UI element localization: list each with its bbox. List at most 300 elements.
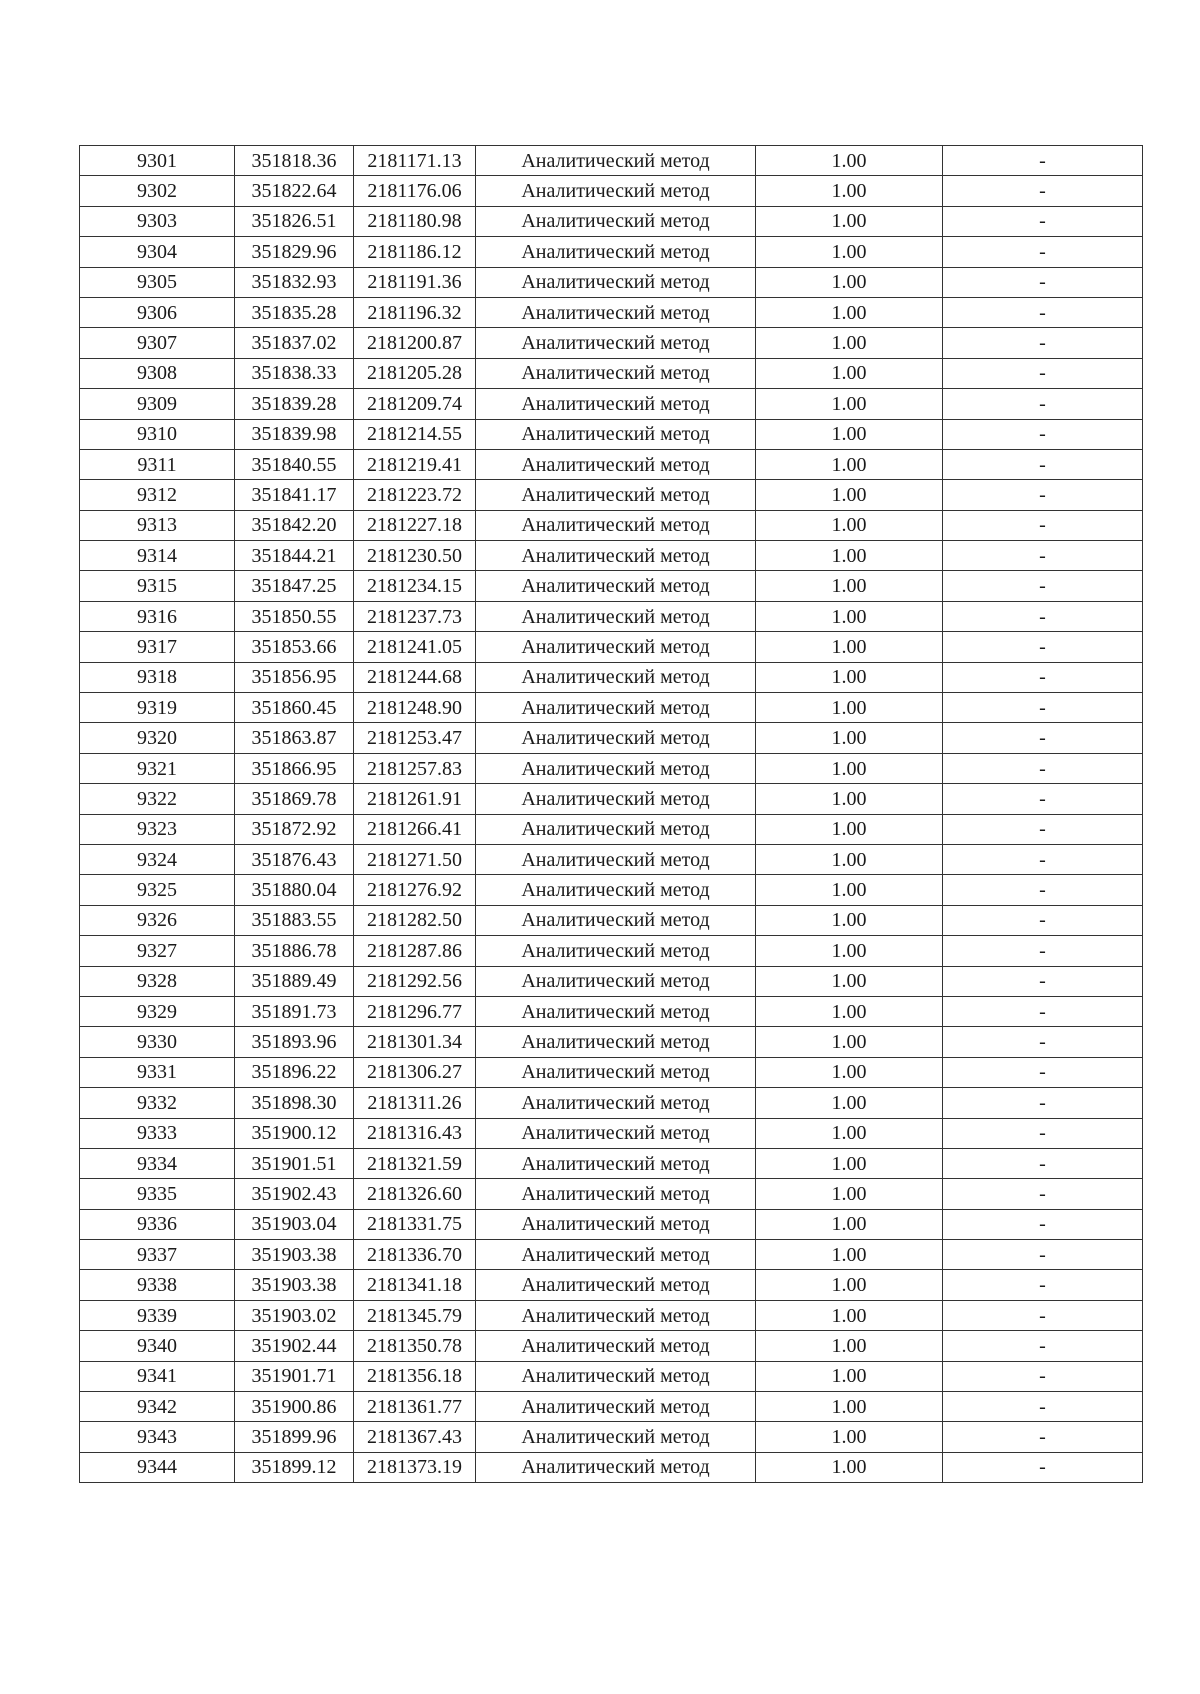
accuracy-cell: 1.00 <box>756 1027 943 1057</box>
point-number-cell: 9310 <box>80 419 235 449</box>
description-cell: - <box>943 176 1143 206</box>
description-cell: - <box>943 541 1143 571</box>
description-cell: - <box>943 1118 1143 1148</box>
y-coordinate-cell: 2181171.13 <box>354 146 476 176</box>
method-cell: Аналитический метод <box>476 449 756 479</box>
point-number-cell: 9305 <box>80 267 235 297</box>
point-number-cell: 9309 <box>80 389 235 419</box>
point-number-cell: 9321 <box>80 753 235 783</box>
method-cell: Аналитический метод <box>476 1300 756 1330</box>
y-coordinate-cell: 2181345.79 <box>354 1300 476 1330</box>
y-coordinate-cell: 2181186.12 <box>354 237 476 267</box>
y-coordinate-cell: 2181367.43 <box>354 1422 476 1452</box>
method-cell: Аналитический метод <box>476 176 756 206</box>
method-cell: Аналитический метод <box>476 996 756 1026</box>
table-row <box>80 753 1143 783</box>
accuracy-cell: 1.00 <box>756 1088 943 1118</box>
accuracy-cell: 1.00 <box>756 1148 943 1178</box>
description-cell: - <box>943 1392 1143 1422</box>
x-coordinate-cell: 351902.44 <box>235 1331 354 1361</box>
table-row <box>80 632 1143 662</box>
point-number-cell: 9342 <box>80 1392 235 1422</box>
accuracy-cell: 1.00 <box>756 1209 943 1239</box>
table-row <box>80 267 1143 297</box>
method-cell: Аналитический метод <box>476 875 756 905</box>
description-cell: - <box>943 389 1143 419</box>
point-number-cell: 9322 <box>80 784 235 814</box>
method-cell: Аналитический метод <box>476 784 756 814</box>
accuracy-cell: 1.00 <box>756 814 943 844</box>
x-coordinate-cell: 351876.43 <box>235 844 354 874</box>
x-coordinate-cell: 351903.04 <box>235 1209 354 1239</box>
x-coordinate-cell: 351900.86 <box>235 1392 354 1422</box>
accuracy-cell: 1.00 <box>756 966 943 996</box>
description-cell: - <box>943 875 1143 905</box>
y-coordinate-cell: 2181230.50 <box>354 541 476 571</box>
x-coordinate-cell: 351839.28 <box>235 389 354 419</box>
table-row <box>80 693 1143 723</box>
table-row <box>80 723 1143 753</box>
y-coordinate-cell: 2181282.50 <box>354 905 476 935</box>
table-row <box>80 480 1143 510</box>
method-cell: Аналитический метод <box>476 1118 756 1148</box>
description-cell: - <box>943 1240 1143 1270</box>
method-cell: Аналитический метод <box>476 662 756 692</box>
method-cell: Аналитический метод <box>476 1270 756 1300</box>
x-coordinate-cell: 351841.17 <box>235 480 354 510</box>
point-number-cell: 9319 <box>80 693 235 723</box>
table-row <box>80 601 1143 631</box>
method-cell: Аналитический метод <box>476 267 756 297</box>
y-coordinate-cell: 2181316.43 <box>354 1118 476 1148</box>
method-cell: Аналитический метод <box>476 1452 756 1482</box>
accuracy-cell: 1.00 <box>756 632 943 662</box>
accuracy-cell: 1.00 <box>756 1392 943 1422</box>
method-cell: Аналитический метод <box>476 632 756 662</box>
method-cell: Аналитический метод <box>476 297 756 327</box>
method-cell: Аналитический метод <box>476 1027 756 1057</box>
coordinates-table-body <box>80 146 1143 1483</box>
point-number-cell: 9323 <box>80 814 235 844</box>
x-coordinate-cell: 351840.55 <box>235 449 354 479</box>
x-coordinate-cell: 351903.38 <box>235 1240 354 1270</box>
accuracy-cell: 1.00 <box>756 601 943 631</box>
point-number-cell: 9341 <box>80 1361 235 1391</box>
description-cell: - <box>943 358 1143 388</box>
accuracy-cell: 1.00 <box>756 146 943 176</box>
description-cell: - <box>943 297 1143 327</box>
point-number-cell: 9302 <box>80 176 235 206</box>
method-cell: Аналитический метод <box>476 723 756 753</box>
description-cell: - <box>943 1452 1143 1482</box>
method-cell: Аналитический метод <box>476 844 756 874</box>
x-coordinate-cell: 351856.95 <box>235 662 354 692</box>
point-number-cell: 9304 <box>80 237 235 267</box>
x-coordinate-cell: 351883.55 <box>235 905 354 935</box>
point-number-cell: 9303 <box>80 206 235 236</box>
point-number-cell: 9314 <box>80 541 235 571</box>
x-coordinate-cell: 351896.22 <box>235 1057 354 1087</box>
point-number-cell: 9337 <box>80 1240 235 1270</box>
description-cell: - <box>943 1179 1143 1209</box>
x-coordinate-cell: 351872.92 <box>235 814 354 844</box>
x-coordinate-cell: 351839.98 <box>235 419 354 449</box>
x-coordinate-cell: 351869.78 <box>235 784 354 814</box>
point-number-cell: 9308 <box>80 358 235 388</box>
y-coordinate-cell: 2181200.87 <box>354 328 476 358</box>
table-row <box>80 449 1143 479</box>
x-coordinate-cell: 351826.51 <box>235 206 354 236</box>
method-cell: Аналитический метод <box>476 571 756 601</box>
method-cell: Аналитический метод <box>476 389 756 419</box>
table-row <box>80 662 1143 692</box>
point-number-cell: 9329 <box>80 996 235 1026</box>
method-cell: Аналитический метод <box>476 358 756 388</box>
point-number-cell: 9307 <box>80 328 235 358</box>
x-coordinate-cell: 351837.02 <box>235 328 354 358</box>
method-cell: Аналитический метод <box>476 1331 756 1361</box>
table-row <box>80 966 1143 996</box>
description-cell: - <box>943 1088 1143 1118</box>
y-coordinate-cell: 2181296.77 <box>354 996 476 1026</box>
method-cell: Аналитический метод <box>476 480 756 510</box>
y-coordinate-cell: 2181341.18 <box>354 1270 476 1300</box>
accuracy-cell: 1.00 <box>756 662 943 692</box>
x-coordinate-cell: 351844.21 <box>235 541 354 571</box>
method-cell: Аналитический метод <box>476 206 756 236</box>
accuracy-cell: 1.00 <box>756 1452 943 1482</box>
description-cell: - <box>943 1148 1143 1178</box>
y-coordinate-cell: 2181257.83 <box>354 753 476 783</box>
point-number-cell: 9338 <box>80 1270 235 1300</box>
y-coordinate-cell: 2181271.50 <box>354 844 476 874</box>
y-coordinate-cell: 2181237.73 <box>354 601 476 631</box>
method-cell: Аналитический метод <box>476 541 756 571</box>
table-row <box>80 996 1143 1026</box>
y-coordinate-cell: 2181180.98 <box>354 206 476 236</box>
y-coordinate-cell: 2181373.19 <box>354 1452 476 1482</box>
y-coordinate-cell: 2181276.92 <box>354 875 476 905</box>
accuracy-cell: 1.00 <box>756 541 943 571</box>
point-number-cell: 9344 <box>80 1452 235 1482</box>
x-coordinate-cell: 351850.55 <box>235 601 354 631</box>
table-row <box>80 1392 1143 1422</box>
y-coordinate-cell: 2181301.34 <box>354 1027 476 1057</box>
point-number-cell: 9315 <box>80 571 235 601</box>
description-cell: - <box>943 1027 1143 1057</box>
point-number-cell: 9312 <box>80 480 235 510</box>
method-cell: Аналитический метод <box>476 1057 756 1087</box>
x-coordinate-cell: 351899.12 <box>235 1452 354 1482</box>
accuracy-cell: 1.00 <box>756 389 943 419</box>
coordinates-table <box>79 145 1143 1483</box>
y-coordinate-cell: 2181326.60 <box>354 1179 476 1209</box>
table-row <box>80 1209 1143 1239</box>
accuracy-cell: 1.00 <box>756 1422 943 1452</box>
point-number-cell: 9311 <box>80 449 235 479</box>
x-coordinate-cell: 351903.02 <box>235 1300 354 1330</box>
description-cell: - <box>943 1422 1143 1452</box>
method-cell: Аналитический метод <box>476 146 756 176</box>
table-row <box>80 328 1143 358</box>
x-coordinate-cell: 351866.95 <box>235 753 354 783</box>
y-coordinate-cell: 2181356.18 <box>354 1361 476 1391</box>
description-cell: - <box>943 814 1143 844</box>
y-coordinate-cell: 2181248.90 <box>354 693 476 723</box>
method-cell: Аналитический метод <box>476 1209 756 1239</box>
table-row <box>80 936 1143 966</box>
point-number-cell: 9340 <box>80 1331 235 1361</box>
method-cell: Аналитический метод <box>476 966 756 996</box>
point-number-cell: 9335 <box>80 1179 235 1209</box>
description-cell: - <box>943 510 1143 540</box>
description-cell: - <box>943 571 1143 601</box>
description-cell: - <box>943 267 1143 297</box>
point-number-cell: 9306 <box>80 297 235 327</box>
table-row <box>80 1027 1143 1057</box>
table-row <box>80 1452 1143 1482</box>
table-row <box>80 206 1143 236</box>
description-cell: - <box>943 1209 1143 1239</box>
accuracy-cell: 1.00 <box>756 1361 943 1391</box>
accuracy-cell: 1.00 <box>756 419 943 449</box>
table-row <box>80 510 1143 540</box>
point-number-cell: 9328 <box>80 966 235 996</box>
description-cell: - <box>943 632 1143 662</box>
accuracy-cell: 1.00 <box>756 297 943 327</box>
x-coordinate-cell: 351880.04 <box>235 875 354 905</box>
y-coordinate-cell: 2181227.18 <box>354 510 476 540</box>
description-cell: - <box>943 419 1143 449</box>
x-coordinate-cell: 351818.36 <box>235 146 354 176</box>
table-row <box>80 1118 1143 1148</box>
point-number-cell: 9333 <box>80 1118 235 1148</box>
table-row <box>80 358 1143 388</box>
point-number-cell: 9325 <box>80 875 235 905</box>
accuracy-cell: 1.00 <box>756 1179 943 1209</box>
method-cell: Аналитический метод <box>476 419 756 449</box>
description-cell: - <box>943 693 1143 723</box>
accuracy-cell: 1.00 <box>756 449 943 479</box>
table-row <box>80 784 1143 814</box>
point-number-cell: 9326 <box>80 905 235 935</box>
x-coordinate-cell: 351853.66 <box>235 632 354 662</box>
point-number-cell: 9318 <box>80 662 235 692</box>
table-row <box>80 1240 1143 1270</box>
method-cell: Аналитический метод <box>476 237 756 267</box>
method-cell: Аналитический метод <box>476 905 756 935</box>
point-number-cell: 9330 <box>80 1027 235 1057</box>
accuracy-cell: 1.00 <box>756 328 943 358</box>
description-cell: - <box>943 601 1143 631</box>
table-row <box>80 1300 1143 1330</box>
point-number-cell: 9334 <box>80 1148 235 1178</box>
accuracy-cell: 1.00 <box>756 753 943 783</box>
accuracy-cell: 1.00 <box>756 1270 943 1300</box>
point-number-cell: 9336 <box>80 1209 235 1239</box>
y-coordinate-cell: 2181336.70 <box>354 1240 476 1270</box>
x-coordinate-cell: 351901.51 <box>235 1148 354 1178</box>
method-cell: Аналитический метод <box>476 814 756 844</box>
x-coordinate-cell: 351832.93 <box>235 267 354 297</box>
accuracy-cell: 1.00 <box>756 176 943 206</box>
accuracy-cell: 1.00 <box>756 723 943 753</box>
accuracy-cell: 1.00 <box>756 510 943 540</box>
y-coordinate-cell: 2181176.06 <box>354 176 476 206</box>
x-coordinate-cell: 351903.38 <box>235 1270 354 1300</box>
accuracy-cell: 1.00 <box>756 1300 943 1330</box>
y-coordinate-cell: 2181292.56 <box>354 966 476 996</box>
accuracy-cell: 1.00 <box>756 905 943 935</box>
description-cell: - <box>943 662 1143 692</box>
point-number-cell: 9317 <box>80 632 235 662</box>
y-coordinate-cell: 2181241.05 <box>354 632 476 662</box>
table-row <box>80 146 1143 176</box>
x-coordinate-cell: 351901.71 <box>235 1361 354 1391</box>
method-cell: Аналитический метод <box>476 753 756 783</box>
table-row <box>80 541 1143 571</box>
x-coordinate-cell: 351889.49 <box>235 966 354 996</box>
x-coordinate-cell: 351860.45 <box>235 693 354 723</box>
description-cell: - <box>943 449 1143 479</box>
y-coordinate-cell: 2181234.15 <box>354 571 476 601</box>
description-cell: - <box>943 1331 1143 1361</box>
x-coordinate-cell: 351898.30 <box>235 1088 354 1118</box>
description-cell: - <box>943 206 1143 236</box>
method-cell: Аналитический метод <box>476 1361 756 1391</box>
table-row <box>80 1057 1143 1087</box>
y-coordinate-cell: 2181205.28 <box>354 358 476 388</box>
y-coordinate-cell: 2181321.59 <box>354 1148 476 1178</box>
description-cell: - <box>943 996 1143 1026</box>
description-cell: - <box>943 905 1143 935</box>
accuracy-cell: 1.00 <box>756 875 943 905</box>
table-row <box>80 1361 1143 1391</box>
method-cell: Аналитический метод <box>476 693 756 723</box>
table-row <box>80 1270 1143 1300</box>
method-cell: Аналитический метод <box>476 1422 756 1452</box>
method-cell: Аналитический метод <box>476 1088 756 1118</box>
description-cell: - <box>943 237 1143 267</box>
description-cell: - <box>943 1361 1143 1391</box>
description-cell: - <box>943 480 1143 510</box>
description-cell: - <box>943 1057 1143 1087</box>
description-cell: - <box>943 753 1143 783</box>
x-coordinate-cell: 351829.96 <box>235 237 354 267</box>
x-coordinate-cell: 351899.96 <box>235 1422 354 1452</box>
y-coordinate-cell: 2181261.91 <box>354 784 476 814</box>
point-number-cell: 9320 <box>80 723 235 753</box>
point-number-cell: 9332 <box>80 1088 235 1118</box>
y-coordinate-cell: 2181196.32 <box>354 297 476 327</box>
table-row <box>80 1422 1143 1452</box>
point-number-cell: 9339 <box>80 1300 235 1330</box>
y-coordinate-cell: 2181350.78 <box>354 1331 476 1361</box>
y-coordinate-cell: 2181253.47 <box>354 723 476 753</box>
accuracy-cell: 1.00 <box>756 237 943 267</box>
accuracy-cell: 1.00 <box>756 1240 943 1270</box>
point-number-cell: 9324 <box>80 844 235 874</box>
x-coordinate-cell: 351902.43 <box>235 1179 354 1209</box>
x-coordinate-cell: 351822.64 <box>235 176 354 206</box>
y-coordinate-cell: 2181214.55 <box>354 419 476 449</box>
table-row <box>80 1148 1143 1178</box>
point-number-cell: 9327 <box>80 936 235 966</box>
accuracy-cell: 1.00 <box>756 1057 943 1087</box>
method-cell: Аналитический метод <box>476 328 756 358</box>
x-coordinate-cell: 351838.33 <box>235 358 354 388</box>
accuracy-cell: 1.00 <box>756 996 943 1026</box>
description-cell: - <box>943 1300 1143 1330</box>
accuracy-cell: 1.00 <box>756 206 943 236</box>
method-cell: Аналитический метод <box>476 1240 756 1270</box>
description-cell: - <box>943 146 1143 176</box>
x-coordinate-cell: 351886.78 <box>235 936 354 966</box>
description-cell: - <box>943 936 1143 966</box>
method-cell: Аналитический метод <box>476 936 756 966</box>
point-number-cell: 9301 <box>80 146 235 176</box>
y-coordinate-cell: 2181191.36 <box>354 267 476 297</box>
table-row <box>80 1331 1143 1361</box>
x-coordinate-cell: 351835.28 <box>235 297 354 327</box>
table-row <box>80 419 1143 449</box>
x-coordinate-cell: 351847.25 <box>235 571 354 601</box>
point-number-cell: 9343 <box>80 1422 235 1452</box>
table-row <box>80 176 1143 206</box>
y-coordinate-cell: 2181219.41 <box>354 449 476 479</box>
table-row <box>80 875 1143 905</box>
method-cell: Аналитический метод <box>476 1392 756 1422</box>
y-coordinate-cell: 2181209.74 <box>354 389 476 419</box>
description-cell: - <box>943 844 1143 874</box>
accuracy-cell: 1.00 <box>756 358 943 388</box>
accuracy-cell: 1.00 <box>756 693 943 723</box>
method-cell: Аналитический метод <box>476 1179 756 1209</box>
y-coordinate-cell: 2181244.68 <box>354 662 476 692</box>
y-coordinate-cell: 2181266.41 <box>354 814 476 844</box>
accuracy-cell: 1.00 <box>756 267 943 297</box>
point-number-cell: 9313 <box>80 510 235 540</box>
table-row <box>80 297 1143 327</box>
x-coordinate-cell: 351842.20 <box>235 510 354 540</box>
table-row <box>80 237 1143 267</box>
y-coordinate-cell: 2181331.75 <box>354 1209 476 1239</box>
table-row <box>80 1179 1143 1209</box>
accuracy-cell: 1.00 <box>756 844 943 874</box>
accuracy-cell: 1.00 <box>756 1331 943 1361</box>
table-row <box>80 1088 1143 1118</box>
y-coordinate-cell: 2181361.77 <box>354 1392 476 1422</box>
table-row <box>80 389 1143 419</box>
accuracy-cell: 1.00 <box>756 936 943 966</box>
accuracy-cell: 1.00 <box>756 571 943 601</box>
point-number-cell: 9316 <box>80 601 235 631</box>
table-row <box>80 814 1143 844</box>
table-row <box>80 571 1143 601</box>
x-coordinate-cell: 351900.12 <box>235 1118 354 1148</box>
description-cell: - <box>943 723 1143 753</box>
accuracy-cell: 1.00 <box>756 480 943 510</box>
table-row <box>80 905 1143 935</box>
y-coordinate-cell: 2181223.72 <box>354 480 476 510</box>
accuracy-cell: 1.00 <box>756 1118 943 1148</box>
description-cell: - <box>943 784 1143 814</box>
description-cell: - <box>943 966 1143 996</box>
method-cell: Аналитический метод <box>476 1148 756 1178</box>
table-row <box>80 844 1143 874</box>
point-number-cell: 9331 <box>80 1057 235 1087</box>
accuracy-cell: 1.00 <box>756 784 943 814</box>
